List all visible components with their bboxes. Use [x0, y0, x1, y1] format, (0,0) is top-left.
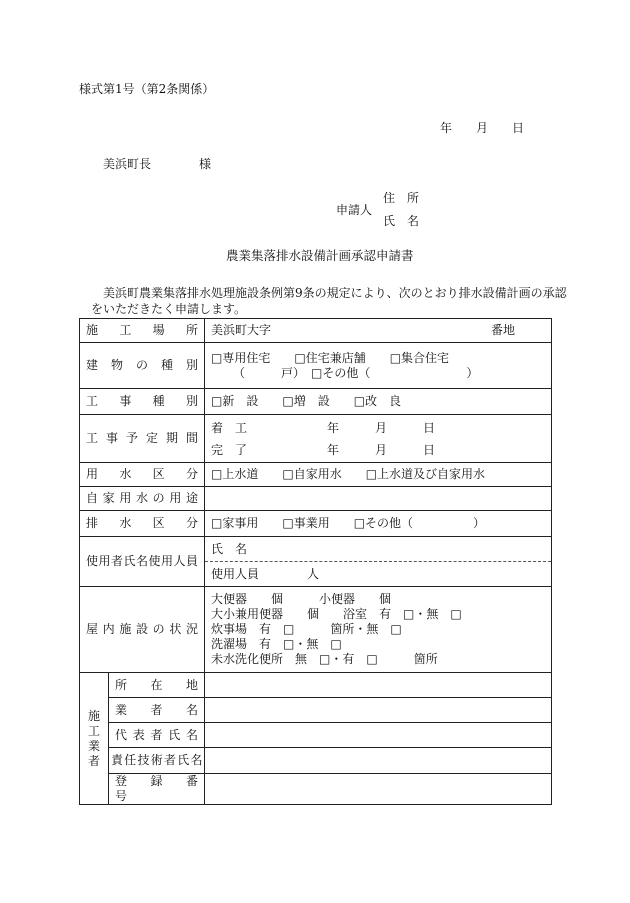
site-label: 施 工 場 所	[80, 319, 205, 343]
row-drain	[80, 511, 552, 537]
contractor-registration-field[interactable]	[205, 774, 552, 805]
private-use-field[interactable]	[205, 487, 552, 511]
body-text-line2: をいただきたく申請します。	[91, 302, 247, 316]
site-value: 美浜町大字	[211, 323, 272, 337]
contractor-group-char: 施	[87, 708, 100, 723]
row-facility	[80, 587, 552, 673]
row-water	[80, 463, 552, 487]
user-label: 使用者氏名使用人員	[80, 537, 205, 587]
water-field[interactable]: □上水道 □自家用水 □上水道及び自家用水	[205, 463, 552, 487]
facility-field[interactable]	[205, 587, 552, 673]
work-type-label: 工 事 種 別	[80, 389, 205, 415]
facility-label: 屋 内 施 設 の 状 況	[80, 587, 205, 673]
schedule-label: 工 事 予 定 期 間	[80, 415, 205, 463]
work-type-field[interactable]: □新 設 □増 設 □改 良	[205, 389, 552, 415]
addressee: 美浜町長 様	[103, 157, 212, 171]
contractor-group-char: 業	[87, 738, 100, 753]
private-use-label: 自 家 用 水 の 用 途	[80, 487, 205, 511]
form-number: 様式第1号（第2条関係）	[79, 82, 215, 96]
drain-field[interactable]: □家事用 □事業用 □その他（ ）	[205, 511, 552, 537]
site-field[interactable]	[205, 319, 552, 343]
site-suffix: 番地	[491, 323, 516, 337]
building-label: 建 物 の 種 別	[80, 343, 205, 389]
schedule-end-date: 年 月 日	[327, 442, 436, 457]
contractor-name-field[interactable]	[205, 698, 552, 723]
row-work-type	[80, 389, 552, 415]
contractor-engineer-field[interactable]	[205, 748, 552, 774]
facility-line: 大便器 個 小便器 個	[211, 592, 392, 606]
building-field[interactable]	[205, 343, 552, 389]
schedule-field[interactable]	[205, 415, 552, 463]
date-line: 年 月 日	[440, 121, 525, 135]
row-schedule	[80, 415, 552, 463]
row-contractor-engineer	[80, 748, 552, 774]
contractor-representative-label: 代表者氏名	[109, 723, 205, 748]
contractor-address-field[interactable]	[205, 673, 552, 698]
body-text-line1: 美浜町農業集落排水処理施設条例第9条の規定により、次のとおり排水設備計画の承認	[103, 286, 567, 300]
contractor-registration-label: 登 録 番 号	[109, 774, 205, 805]
application-form-table	[79, 318, 552, 805]
row-contractor-name	[80, 698, 552, 723]
facility-line: 大小兼用便器 個 浴室 有 □・無 □	[211, 607, 462, 621]
user-name-field[interactable]: 氏 名	[205, 537, 552, 562]
water-label: 用 水 区 分	[80, 463, 205, 487]
building-options-line2: （ 戸） □その他（ ）	[233, 365, 479, 380]
document-title: 農業集落排水設備計画承認申請書	[226, 248, 414, 263]
drain-label: 排 水 区 分	[80, 511, 205, 537]
contractor-name-label: 業 者 名	[109, 698, 205, 723]
row-site	[80, 319, 552, 343]
applicant-label: 申請人	[336, 203, 373, 217]
row-user-name	[80, 537, 552, 562]
row-contractor-address	[80, 673, 552, 698]
user-count-field[interactable]: 使用人員 人	[205, 562, 552, 587]
applicant-address-label: 住 所	[383, 191, 420, 205]
schedule-start-label: 着 工	[211, 420, 248, 435]
facility-line: 未水洗化便所 無 □・有 □ 箇所	[211, 652, 438, 666]
row-private-use	[80, 487, 552, 511]
contractor-group-char: 工	[87, 723, 100, 738]
contractor-address-label: 所 在 地	[109, 673, 205, 698]
contractor-engineer-label: 責任技術者氏名	[109, 748, 205, 774]
contractor-group-label	[80, 673, 109, 805]
facility-line: 炊事場 有 □ 箇所・無 □	[211, 622, 402, 636]
applicant-name-label: 氏 名	[383, 214, 420, 228]
schedule-end-label: 完 了	[211, 442, 248, 457]
row-building	[80, 343, 552, 389]
row-contractor-registration	[80, 774, 552, 805]
contractor-group-char: 者	[87, 753, 100, 768]
row-contractor-representative	[80, 723, 552, 748]
contractor-representative-field[interactable]	[205, 723, 552, 748]
facility-line: 洗濯場 有 □・無 □	[211, 637, 342, 651]
building-options-line1: □専用住宅 □住宅兼店舗 □集合住宅	[211, 350, 450, 365]
schedule-start-date: 年 月 日	[327, 420, 436, 435]
